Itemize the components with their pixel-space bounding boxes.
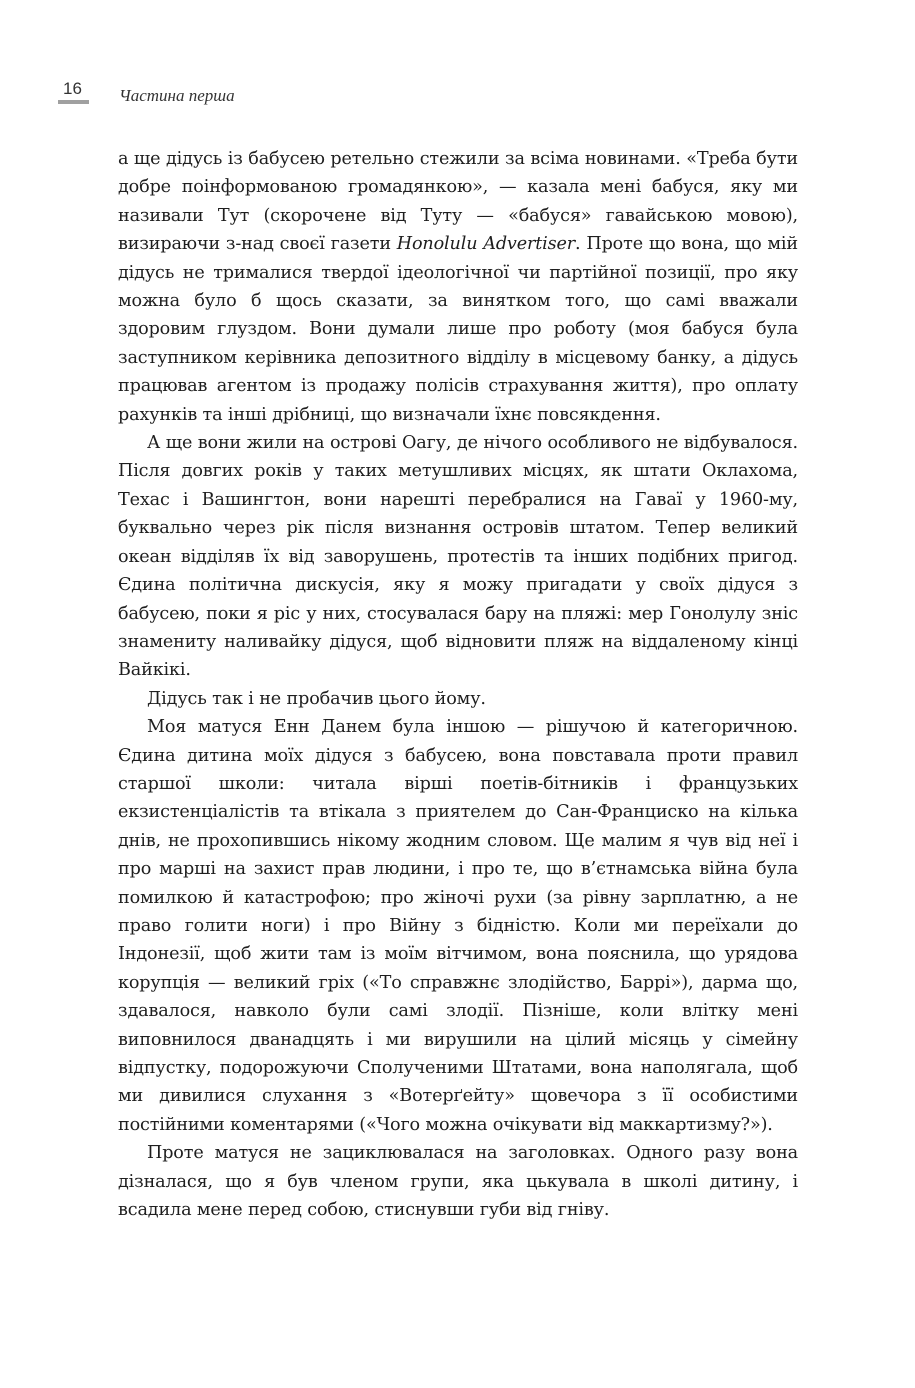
body-text [118,145,798,1224]
paragraph-3: Дідусь так і не пробачив цього йому. [147,688,486,709]
paragraph-2: А ще вони жили на острові Оагу, де нічого особливого не відбувалося. Після довгих років у таких метушливих місцях, як штати Оклахома, Техас і Вашингтон, вони нарешті перебралися на Гаваї у 1960-му, буквально через рік після визнання островів штатом. Тепер великий океан відділяв їх від заворушень, протестів та інших подібних пригод. Єдина політична дискусія, яку я можу пригадати у своїх дідуся з бабусею, поки я ріс у них, стосувалася бару на пляжі: мер Гонолулу зніс знамениту наливайку дідуся, щоб відновити пляж на віддаленому кінці Вайкікі. [118,433,798,681]
running-head: Частина перша [119,86,235,105]
paragraph-1-text-before: а ще дідусь із бабусею ретельно стежили за всіма новинами. «Треба бути добре поінформованою громадянкою», — казала мені бабуся, яку ми називали Тут (скорочене від Туту — «бабуся» гавайською мовою), визираючи з-над своєї газети [118,149,798,255]
newspaper-title: Honolulu Advertiser [396,234,576,255]
page-number: 16 [63,79,82,98]
paragraph-4: Моя матуся Енн Данем була іншою — рішучою й категоричною. Єдина дитина моїх дідуся з бабусею, вона повставала проти правил старшої школи: читала вірші поетів-бітників і французьких екзистенціалістів та втікала з приятелем до Сан-Франциско на кілька днів, не прохопившись нікому жодним словом. Ще малим я чув від неї і про марші на захист прав людини, і про те, що в’єтнамська війна була помилкою й катастрофою; про жіночі рухи (за рівну зарплатню, а не право голити ноги) і про Війну з бідністю. Коли ми переїхали до Індонезії, щоб жити там із моїм вітчимом, вона пояснила, що урядова корупція — великий гріх («То справжнє злодійство, Баррі»), дарма що, здавалося, навколо були самі злодії. Пізніше, коли влітку мені виповнилося дванадцять і ми вирушили на цілий місяць у сімейну відпустку, подорожуючи Сполученими Штатами, вона наполягала, щоб ми дивилися слухання з «Вотерґейту» щовечора з її особистими постійними коментарями («Чого можна очікувати від маккартизму?»). [118,717,798,1135]
paragraph-1-text-after: . Проте що вона, що мій дідусь не трималися твердої ідеологічної чи партійної позиції, про яку можна було б щось сказати, за винятком того, що самі вважали здоровим глуздом. Вони думали лише про роботу (моя бабуся була заступником керівника депозитного відділу в місцевому банку, а дідусь працював агентом із продажу полісів страхування життя), про оплату рахунків та інші дрібниці, що визначали їхнє повсякдення. [118,234,798,425]
page-header [58,78,825,108]
paragraph-1 [118,145,798,429]
paragraph-5: Проте матуся не зациклювалася на заголовках. Одного разу вона дізналася, що я був членом групи, яка цькувала в школі дитину, і всадила мене перед собою, стиснувши губи від гніву. [118,1143,798,1221]
page-number-underline [58,100,89,104]
